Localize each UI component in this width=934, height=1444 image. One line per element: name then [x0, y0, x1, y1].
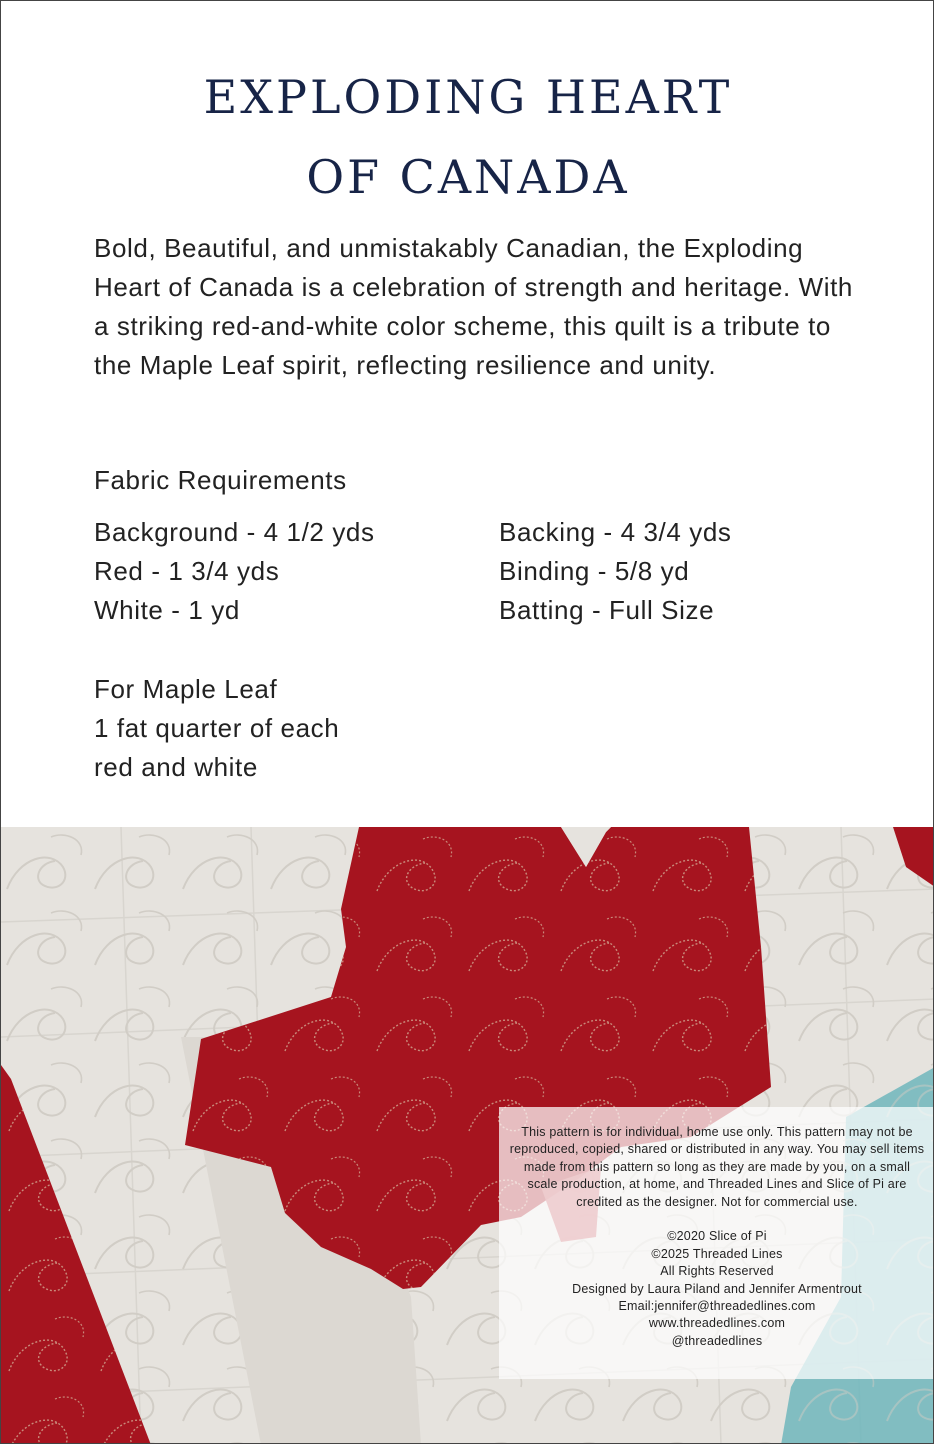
- fabric-item: Batting - Full Size: [499, 595, 715, 625]
- fabric-item: Background - 4 1/2 yds: [94, 517, 375, 547]
- fabric-requirements-heading: Fabric Requirements: [94, 465, 347, 495]
- social-handle: @threadedlines: [671, 1333, 763, 1348]
- fabric-item: Binding - 5/8 yd: [499, 556, 690, 586]
- maple-line: red and white: [94, 752, 258, 782]
- website-link: www.threadedlines.com: [648, 1316, 786, 1331]
- maple-line: For Maple Leaf: [94, 674, 278, 704]
- title-line-1: EXPLODING HEART: [203, 70, 733, 124]
- copyright-slice-of-pi: ©2020 Slice of Pi: [667, 1229, 767, 1244]
- fabric-item: Backing - 4 3/4 yds: [499, 517, 732, 547]
- copyright-notice: [499, 1107, 934, 1379]
- maple-leaf-requirements: [94, 670, 339, 787]
- designer-credit: Designed by Laura Piland and Jennifer Armentrout: [572, 1281, 862, 1296]
- contact-email: Email:jennifer@threadedlines.com: [618, 1299, 816, 1314]
- fabric-list-right: [499, 513, 732, 630]
- fabric-item: White - 1 yd: [94, 595, 240, 625]
- rights-reserved: All Rights Reserved: [660, 1264, 774, 1279]
- pattern-title: [1, 57, 934, 217]
- fabric-item: Red - 1 3/4 yds: [94, 556, 280, 586]
- title-line-2: OF CANADA: [306, 150, 630, 204]
- copyright-threaded-lines: ©2025 Threaded Lines: [651, 1246, 783, 1261]
- fabric-list-left: [94, 513, 375, 630]
- maple-line: 1 fat quarter of each: [94, 713, 340, 743]
- intro-paragraph: Bold, Beautiful, and unmistakably Canadian, the Exploding Heart of Canada is a celebration of strength and heritage. With a striking red-and-white color scheme, this quilt is a tribute to the Maple Leaf spirit, reflecting resilience and unity.: [94, 233, 853, 380]
- usage-disclaimer: This pattern is for individual, home use only. This pattern may not be reproduced, copied, shared or distributed in any way. You may sell items made from this pattern so long as they are made by you, on a small scale production, at home, and Threaded Lines and Slice of Pi are credited as the designer. Not for commercial use.: [509, 1125, 925, 1209]
